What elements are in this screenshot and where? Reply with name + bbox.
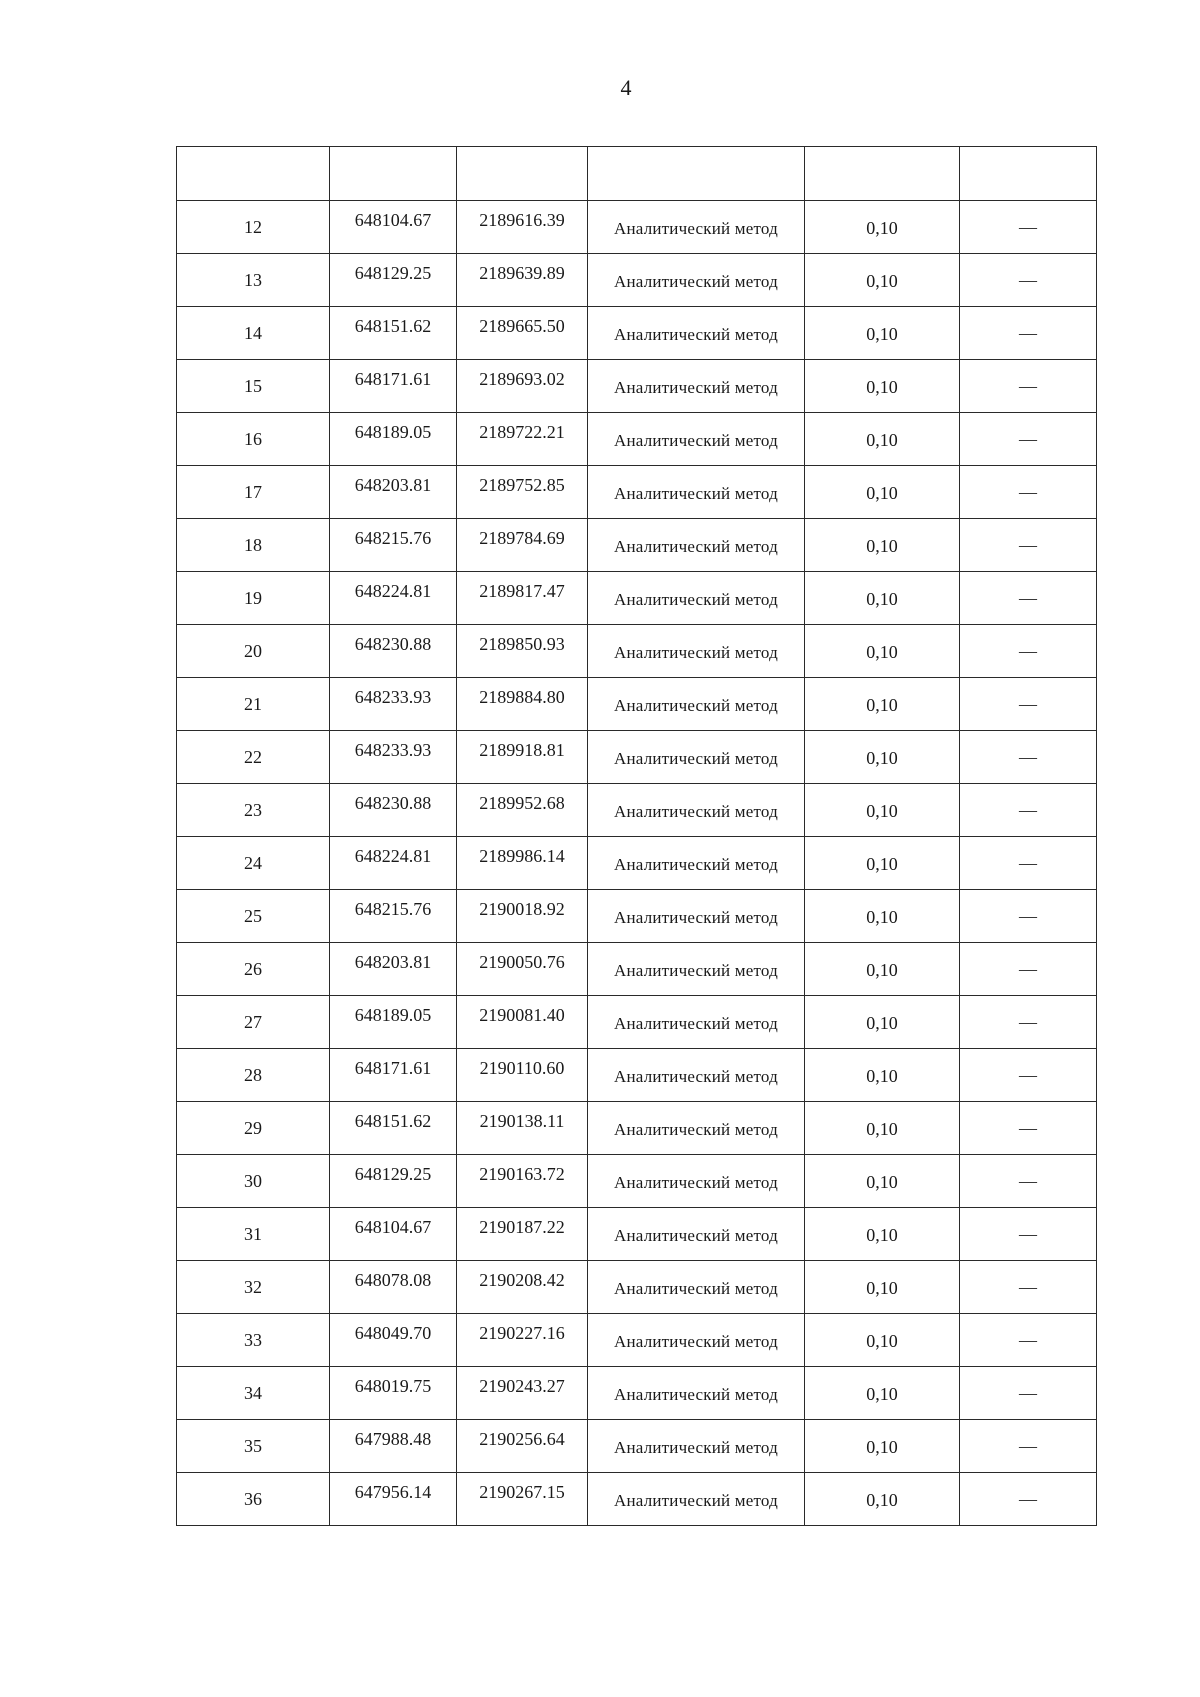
accuracy-cell: [805, 572, 960, 625]
method-cell-text: Аналитический метод: [614, 325, 778, 344]
point-number-cell: 30: [177, 1155, 330, 1208]
method-cell-text: Аналитический метод: [614, 1173, 778, 1192]
x-coordinate-cell: [330, 1367, 457, 1420]
y-coordinate-cell: [457, 890, 588, 943]
accuracy-cell: [805, 254, 960, 307]
accuracy-cell: [805, 466, 960, 519]
method-cell-text: Аналитический метод: [614, 1226, 778, 1245]
description-cell: —: [960, 678, 1097, 731]
description-cell: —: [960, 784, 1097, 837]
accuracy-cell: [805, 731, 960, 784]
point-number-cell: 28: [177, 1049, 330, 1102]
accuracy-cell-text: 0,10: [866, 1066, 898, 1086]
y-coordinate-cell: [457, 572, 588, 625]
point-number-cell: 23: [177, 784, 330, 837]
accuracy-cell-text: 0,10: [866, 324, 898, 344]
x-coordinate-cell-text: 648215.76: [354, 528, 432, 548]
method-cell-text: Аналитический метод: [614, 537, 778, 556]
x-coordinate-cell-text: 648215.76: [354, 899, 432, 919]
x-coordinate-cell: [330, 731, 457, 784]
description-cell: —: [960, 1049, 1097, 1102]
point-number-cell: 25: [177, 890, 330, 943]
accuracy-cell: [805, 413, 960, 466]
accuracy-cell-text: 0,10: [866, 960, 898, 980]
point-number-cell: 17: [177, 466, 330, 519]
description-cell: —: [960, 1367, 1097, 1420]
accuracy-cell: [805, 1367, 960, 1420]
x-coordinate-cell: [330, 1473, 457, 1526]
y-coordinate-cell-text: 2190138.11: [479, 1111, 565, 1131]
x-coordinate-cell-text: 648171.61: [354, 1058, 432, 1078]
table-row: [177, 678, 1097, 731]
coordinates-table: [176, 146, 1097, 1526]
x-coordinate-cell-text: 648233.93: [354, 740, 432, 760]
description-cell: —: [960, 1155, 1097, 1208]
description-cell: —: [960, 1102, 1097, 1155]
y-coordinate-cell: [457, 307, 588, 360]
table-row: [177, 1102, 1097, 1155]
y-coordinate-cell-text: 2190081.40: [479, 1005, 565, 1025]
x-coordinate-cell-text: 648104.67: [354, 210, 432, 230]
method-cell: [588, 466, 805, 519]
method-cell-text: Аналитический метод: [614, 749, 778, 768]
x-coordinate-cell-text: 647988.48: [354, 1429, 432, 1449]
x-coordinate-cell-text: 648203.81: [354, 475, 432, 495]
point-number-cell: 34: [177, 1367, 330, 1420]
table-row: [177, 943, 1097, 996]
y-coordinate-cell-text: 2190243.27: [479, 1376, 565, 1396]
description-cell: —: [960, 1314, 1097, 1367]
table-row: [177, 1473, 1097, 1526]
y-coordinate-cell-text: 2190163.72: [479, 1164, 565, 1184]
y-coordinate-cell-text: 2190208.42: [479, 1270, 565, 1290]
y-coordinate-cell-text: 2190018.92: [479, 899, 565, 919]
description-cell: —: [960, 519, 1097, 572]
method-cell: [588, 413, 805, 466]
point-number-cell: 18: [177, 519, 330, 572]
table-row: [177, 307, 1097, 360]
accuracy-cell-text: 0,10: [866, 1013, 898, 1033]
method-cell-text: Аналитический метод: [614, 1279, 778, 1298]
method-cell: [588, 360, 805, 413]
x-coordinate-cell-text: 647956.14: [354, 1482, 432, 1502]
point-number-cell: 24: [177, 837, 330, 890]
x-coordinate-cell-text: 648224.81: [354, 581, 432, 601]
x-coordinate-cell-text: 648078.08: [354, 1270, 432, 1290]
y-coordinate-cell-text: 2189817.47: [479, 581, 565, 601]
method-cell: [588, 201, 805, 254]
accuracy-cell-text: 0,10: [866, 1119, 898, 1139]
method-cell-text: Аналитический метод: [614, 1385, 778, 1404]
description-cell: —: [960, 625, 1097, 678]
y-coordinate-cell: [457, 784, 588, 837]
header-cell-accuracy: [805, 147, 960, 201]
y-coordinate-cell: [457, 943, 588, 996]
y-coordinate-cell-text: 2189918.81: [479, 740, 565, 760]
y-coordinate-cell: [457, 1420, 588, 1473]
method-cell-text: Аналитический метод: [614, 1438, 778, 1457]
method-cell: [588, 1155, 805, 1208]
y-coordinate-cell-text: 2189665.50: [479, 316, 565, 336]
method-cell: [588, 1420, 805, 1473]
accuracy-cell-text: 0,10: [866, 1225, 898, 1245]
point-number-cell: 20: [177, 625, 330, 678]
y-coordinate-cell: [457, 413, 588, 466]
accuracy-cell: [805, 1261, 960, 1314]
x-coordinate-cell: [330, 1261, 457, 1314]
table-row: [177, 1155, 1097, 1208]
method-cell: [588, 996, 805, 1049]
accuracy-cell-text: 0,10: [866, 801, 898, 821]
table-header-row: [177, 147, 1097, 201]
y-coordinate-cell: [457, 837, 588, 890]
x-coordinate-cell: [330, 1102, 457, 1155]
y-coordinate-cell: [457, 1367, 588, 1420]
y-coordinate-cell-text: 2189722.21: [479, 422, 565, 442]
y-coordinate-cell: [457, 519, 588, 572]
method-cell: [588, 1367, 805, 1420]
x-coordinate-cell: [330, 201, 457, 254]
accuracy-cell: [805, 890, 960, 943]
table-row: [177, 996, 1097, 1049]
accuracy-cell: [805, 201, 960, 254]
y-coordinate-cell: [457, 731, 588, 784]
y-coordinate-cell: [457, 360, 588, 413]
table-row: [177, 890, 1097, 943]
accuracy-cell-text: 0,10: [866, 589, 898, 609]
accuracy-cell: [805, 1102, 960, 1155]
x-coordinate-cell-text: 648171.61: [354, 369, 432, 389]
method-cell: [588, 307, 805, 360]
y-coordinate-cell-text: 2190267.15: [479, 1482, 565, 1502]
y-coordinate-cell-text: 2190227.16: [479, 1323, 565, 1343]
x-coordinate-cell-text: 648019.75: [354, 1376, 432, 1396]
y-coordinate-cell: [457, 1049, 588, 1102]
method-cell-text: Аналитический метод: [614, 1067, 778, 1086]
y-coordinate-cell-text: 2189884.80: [479, 687, 565, 707]
accuracy-cell-text: 0,10: [866, 1490, 898, 1510]
accuracy-cell-text: 0,10: [866, 1278, 898, 1298]
point-number-cell: 12: [177, 201, 330, 254]
y-coordinate-cell-text: 2190110.60: [479, 1058, 565, 1078]
y-coordinate-cell-text: 2189986.14: [479, 846, 565, 866]
x-coordinate-cell: [330, 1049, 457, 1102]
method-cell: [588, 1208, 805, 1261]
point-number-cell: 15: [177, 360, 330, 413]
point-number-cell: 33: [177, 1314, 330, 1367]
table-row: [177, 572, 1097, 625]
accuracy-cell-text: 0,10: [866, 1331, 898, 1351]
x-coordinate-cell-text: 648189.05: [354, 1005, 432, 1025]
method-cell: [588, 731, 805, 784]
accuracy-cell-text: 0,10: [866, 1384, 898, 1404]
x-coordinate-cell-text: 648129.25: [354, 263, 432, 283]
page-number: 4: [620, 75, 632, 100]
x-coordinate-cell-text: 648230.88: [354, 634, 432, 654]
x-coordinate-cell: [330, 837, 457, 890]
table-row: [177, 731, 1097, 784]
method-cell: [588, 837, 805, 890]
point-number-cell: 32: [177, 1261, 330, 1314]
y-coordinate-cell-text: 2189752.85: [479, 475, 565, 495]
method-cell: [588, 1473, 805, 1526]
table-row: [177, 201, 1097, 254]
point-number-cell: 13: [177, 254, 330, 307]
description-cell: —: [960, 731, 1097, 784]
method-cell-text: Аналитический метод: [614, 908, 778, 927]
accuracy-cell: [805, 678, 960, 731]
x-coordinate-cell: [330, 466, 457, 519]
y-coordinate-cell: [457, 996, 588, 1049]
method-cell: [588, 1049, 805, 1102]
y-coordinate-cell-text: 2189850.93: [479, 634, 565, 654]
header-cell-method: [588, 147, 805, 201]
x-coordinate-cell: [330, 1314, 457, 1367]
x-coordinate-cell: [330, 943, 457, 996]
y-coordinate-cell: [457, 1208, 588, 1261]
x-coordinate-cell: [330, 625, 457, 678]
y-coordinate-cell: [457, 1261, 588, 1314]
method-cell: [588, 519, 805, 572]
x-coordinate-cell-text: 648049.70: [354, 1323, 432, 1343]
accuracy-cell-text: 0,10: [866, 430, 898, 450]
table-row: [177, 1420, 1097, 1473]
description-cell: —: [960, 943, 1097, 996]
method-cell-text: Аналитический метод: [614, 431, 778, 450]
y-coordinate-cell: [457, 466, 588, 519]
accuracy-cell: [805, 943, 960, 996]
y-coordinate-cell: [457, 1473, 588, 1526]
method-cell-text: Аналитический метод: [614, 696, 778, 715]
description-cell: —: [960, 1420, 1097, 1473]
method-cell-text: Аналитический метод: [614, 643, 778, 662]
accuracy-cell: [805, 1473, 960, 1526]
accuracy-cell: [805, 1420, 960, 1473]
x-coordinate-cell: [330, 784, 457, 837]
y-coordinate-cell-text: 2189784.69: [479, 528, 565, 548]
x-coordinate-cell-text: 648203.81: [354, 952, 432, 972]
method-cell: [588, 943, 805, 996]
point-number-cell: 21: [177, 678, 330, 731]
accuracy-cell: [805, 1208, 960, 1261]
description-cell: —: [960, 254, 1097, 307]
accuracy-cell: [805, 1155, 960, 1208]
method-cell: [588, 784, 805, 837]
y-coordinate-cell: [457, 1102, 588, 1155]
y-coordinate-cell: [457, 1314, 588, 1367]
x-coordinate-cell-text: 648151.62: [354, 316, 432, 336]
description-cell: —: [960, 890, 1097, 943]
accuracy-cell: [805, 1314, 960, 1367]
method-cell: [588, 572, 805, 625]
accuracy-cell: [805, 307, 960, 360]
table-row: [177, 360, 1097, 413]
x-coordinate-cell: [330, 1208, 457, 1261]
x-coordinate-cell: [330, 360, 457, 413]
y-coordinate-cell-text: 2189693.02: [479, 369, 565, 389]
description-cell: —: [960, 466, 1097, 519]
method-cell: [588, 625, 805, 678]
method-cell: [588, 1314, 805, 1367]
method-cell-text: Аналитический метод: [614, 1491, 778, 1510]
method-cell-text: Аналитический метод: [614, 855, 778, 874]
x-coordinate-cell: [330, 996, 457, 1049]
method-cell: [588, 1261, 805, 1314]
accuracy-cell-text: 0,10: [866, 695, 898, 715]
table-row: [177, 625, 1097, 678]
description-cell: —: [960, 1208, 1097, 1261]
accuracy-cell-text: 0,10: [866, 218, 898, 238]
accuracy-cell-text: 0,10: [866, 854, 898, 874]
x-coordinate-cell: [330, 519, 457, 572]
table-row: [177, 784, 1097, 837]
point-number-cell: 19: [177, 572, 330, 625]
y-coordinate-cell: [457, 678, 588, 731]
point-number-cell: 26: [177, 943, 330, 996]
accuracy-cell-text: 0,10: [866, 271, 898, 291]
method-cell-text: Аналитический метод: [614, 1014, 778, 1033]
table-row: [177, 1367, 1097, 1420]
accuracy-cell: [805, 1049, 960, 1102]
x-coordinate-cell-text: 648189.05: [354, 422, 432, 442]
table-row: [177, 466, 1097, 519]
accuracy-cell-text: 0,10: [866, 1172, 898, 1192]
point-number-cell: 27: [177, 996, 330, 1049]
table-row: [177, 1261, 1097, 1314]
header-cell-number: [177, 147, 330, 201]
accuracy-cell-text: 0,10: [866, 536, 898, 556]
y-coordinate-cell-text: 2189952.68: [479, 793, 565, 813]
table-row: [177, 1314, 1097, 1367]
description-cell: —: [960, 572, 1097, 625]
table-row: [177, 254, 1097, 307]
x-coordinate-cell: [330, 678, 457, 731]
accuracy-cell-text: 0,10: [866, 377, 898, 397]
method-cell: [588, 678, 805, 731]
method-cell-text: Аналитический метод: [614, 272, 778, 291]
method-cell-text: Аналитический метод: [614, 590, 778, 609]
accuracy-cell: [805, 837, 960, 890]
accuracy-cell-text: 0,10: [866, 483, 898, 503]
table-row: [177, 413, 1097, 466]
method-cell: [588, 254, 805, 307]
point-number-cell: 22: [177, 731, 330, 784]
table-row: [177, 837, 1097, 890]
accuracy-cell: [805, 360, 960, 413]
x-coordinate-cell: [330, 1155, 457, 1208]
method-cell-text: Аналитический метод: [614, 1332, 778, 1351]
method-cell-text: Аналитический метод: [614, 484, 778, 503]
method-cell: [588, 890, 805, 943]
table-row: [177, 1208, 1097, 1261]
point-number-cell: 16: [177, 413, 330, 466]
x-coordinate-cell: [330, 307, 457, 360]
accuracy-cell-text: 0,10: [866, 1437, 898, 1457]
x-coordinate-cell-text: 648233.93: [354, 687, 432, 707]
table-row: [177, 1049, 1097, 1102]
x-coordinate-cell: [330, 1420, 457, 1473]
header-cell-description: [960, 147, 1097, 201]
y-coordinate-cell-text: 2190187.22: [479, 1217, 565, 1237]
accuracy-cell-text: 0,10: [866, 642, 898, 662]
x-coordinate-cell-text: 648224.81: [354, 846, 432, 866]
y-coordinate-cell-text: 2190256.64: [479, 1429, 565, 1449]
description-cell: —: [960, 837, 1097, 890]
x-coordinate-cell: [330, 572, 457, 625]
x-coordinate-cell: [330, 413, 457, 466]
accuracy-cell: [805, 519, 960, 572]
method-cell-text: Аналитический метод: [614, 1120, 778, 1139]
description-cell: —: [960, 1473, 1097, 1526]
point-number-cell: 29: [177, 1102, 330, 1155]
description-cell: —: [960, 1261, 1097, 1314]
description-cell: —: [960, 307, 1097, 360]
x-coordinate-cell-text: 648151.62: [354, 1111, 432, 1131]
accuracy-cell: [805, 625, 960, 678]
header-cell-x: [330, 147, 457, 201]
x-coordinate-cell-text: 648129.25: [354, 1164, 432, 1184]
point-number-cell: 36: [177, 1473, 330, 1526]
header-cell-y: [457, 147, 588, 201]
description-cell: —: [960, 996, 1097, 1049]
y-coordinate-cell: [457, 254, 588, 307]
accuracy-cell: [805, 996, 960, 1049]
y-coordinate-cell: [457, 201, 588, 254]
method-cell-text: Аналитический метод: [614, 961, 778, 980]
description-cell: —: [960, 360, 1097, 413]
x-coordinate-cell-text: 648230.88: [354, 793, 432, 813]
y-coordinate-cell: [457, 1155, 588, 1208]
table-row: [177, 519, 1097, 572]
point-number-cell: 35: [177, 1420, 330, 1473]
description-cell: —: [960, 201, 1097, 254]
x-coordinate-cell: [330, 890, 457, 943]
method-cell-text: Аналитический метод: [614, 802, 778, 821]
accuracy-cell-text: 0,10: [866, 907, 898, 927]
accuracy-cell-text: 0,10: [866, 748, 898, 768]
y-coordinate-cell-text: 2190050.76: [479, 952, 565, 972]
y-coordinate-cell: [457, 625, 588, 678]
x-coordinate-cell: [330, 254, 457, 307]
x-coordinate-cell-text: 648104.67: [354, 1217, 432, 1237]
method-cell-text: Аналитический метод: [614, 219, 778, 238]
description-cell: —: [960, 413, 1097, 466]
accuracy-cell: [805, 784, 960, 837]
y-coordinate-cell-text: 2189639.89: [479, 263, 565, 283]
point-number-cell: 14: [177, 307, 330, 360]
method-cell: [588, 1102, 805, 1155]
point-number-cell: 31: [177, 1208, 330, 1261]
y-coordinate-cell-text: 2189616.39: [479, 210, 565, 230]
method-cell-text: Аналитический метод: [614, 378, 778, 397]
